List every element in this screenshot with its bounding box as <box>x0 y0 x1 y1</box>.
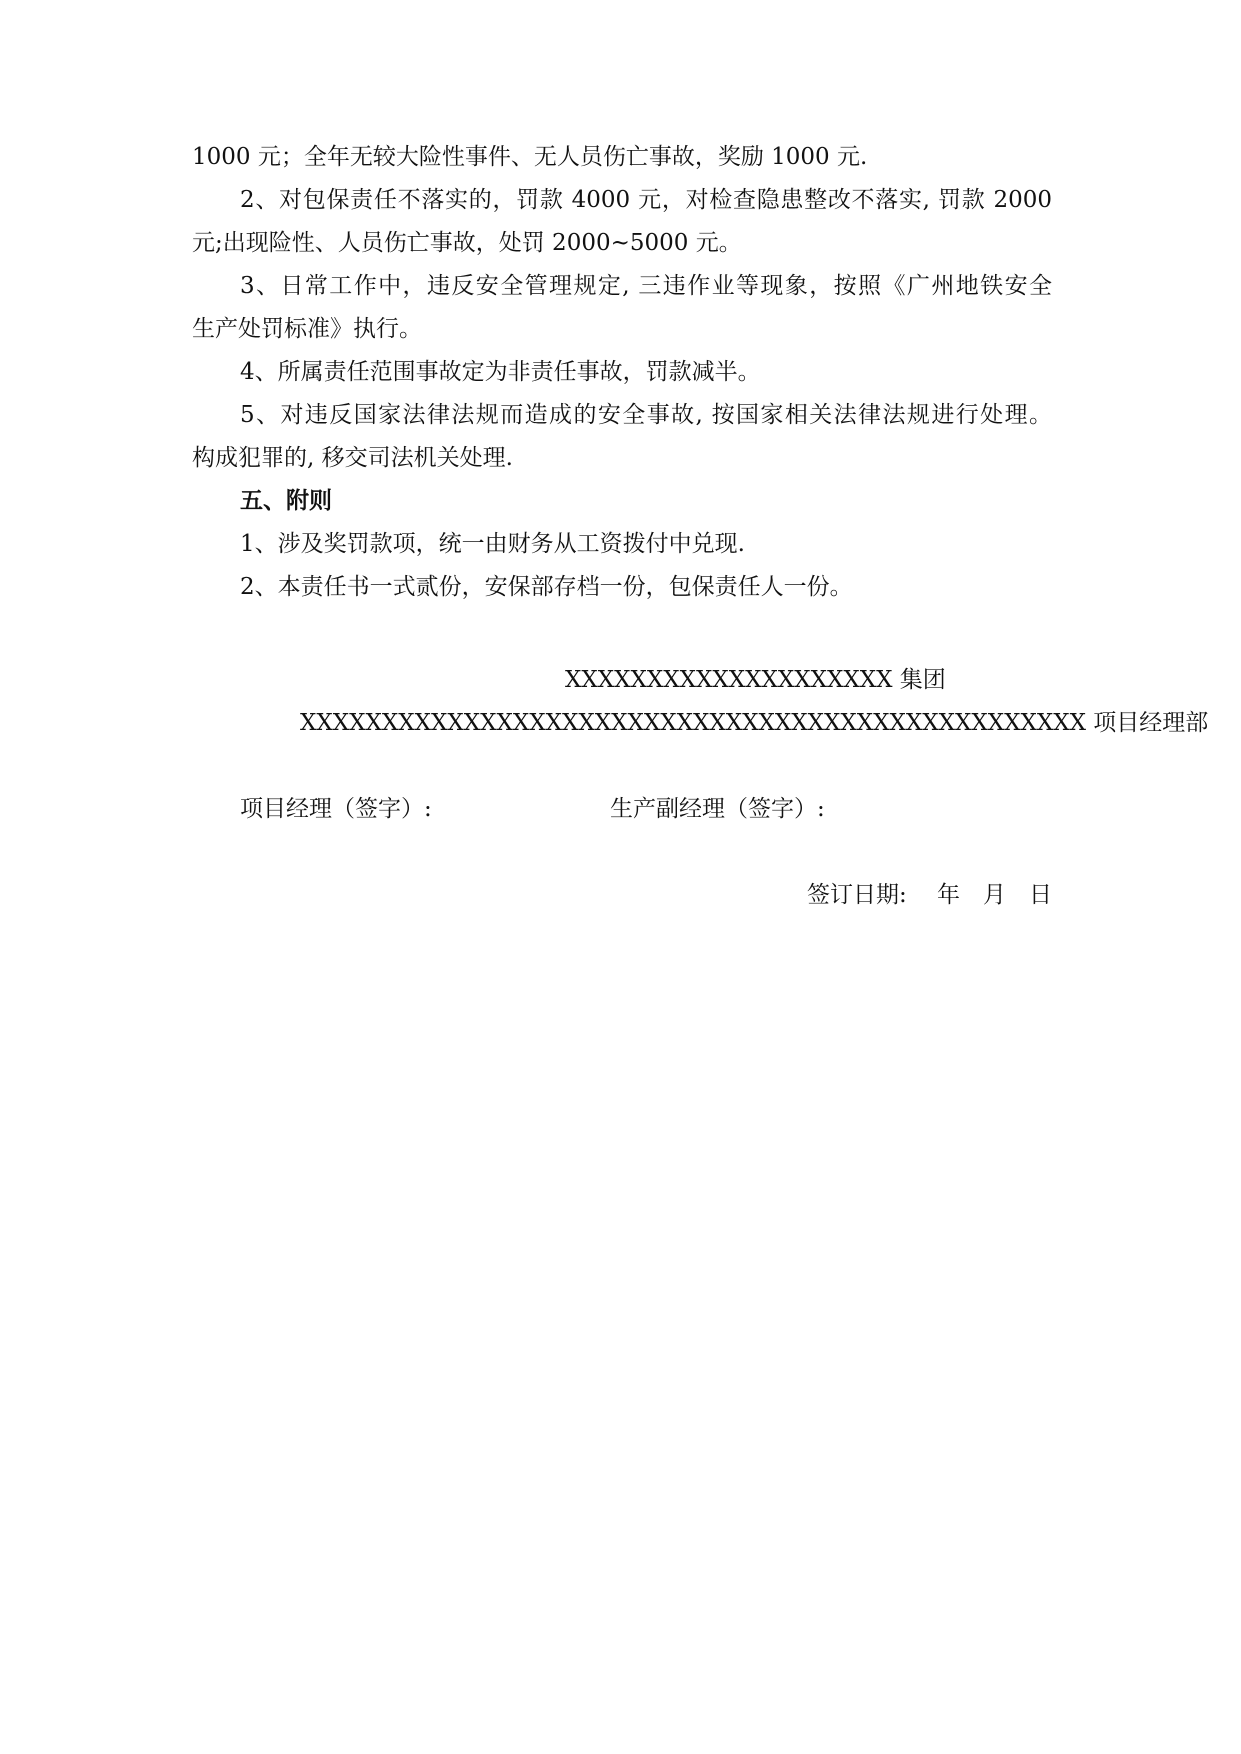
org-group-name: XXXXXXXXXXXXXXXXXXXX 集团 <box>565 667 946 693</box>
section-heading: 五、附则 <box>240 488 332 514</box>
paragraph-line: 2、对包保责任不落实的，罚款 4000 元，对检查隐患整改不落实, 罚款 2000 <box>240 187 1052 213</box>
sign-date: 签订日期: 年 月 日 <box>806 882 1052 908</box>
manager-signature-label: 项目经理（签字）: <box>240 796 432 822</box>
paragraph-line: 构成犯罪的, 移交司法机关处理. <box>192 445 513 471</box>
deputy-manager-signature-label: 生产副经理（签字）: <box>610 796 825 822</box>
paragraph-line: 4、所属责任范围事故定为非责任事故，罚款减半。 <box>240 359 761 385</box>
paragraph-line: 1000 元；全年无较大险性事件、无人员伤亡事故，奖励 1000 元. <box>192 144 868 170</box>
paragraph-line: 元;出现险性、人员伤亡事故，处罚 2000~5000 元。 <box>192 230 742 256</box>
paragraph-line: 3、日常工作中，违反安全管理规定, 三违作业等现象，按照《广州地铁安全 <box>240 273 1052 299</box>
paragraph-line: 生产处罚标准》执行。 <box>192 316 422 342</box>
org-department-name: XXXXXXXXXXXXXXXXXXXXXXXXXXXXXXXXXXXXXXXXXXXXXXXX 项目经理部 <box>300 710 1209 736</box>
paragraph-line: 5、对违反国家法律法规而造成的安全事故, 按国家相关法律法规进行处理。 <box>240 402 1052 428</box>
paragraph-line: 2、本责任书一式贰份，安保部存档一份，包保责任人一份。 <box>240 574 853 600</box>
paragraph-line: 1、涉及奖罚款项，统一由财务从工资拨付中兑现. <box>240 531 745 557</box>
